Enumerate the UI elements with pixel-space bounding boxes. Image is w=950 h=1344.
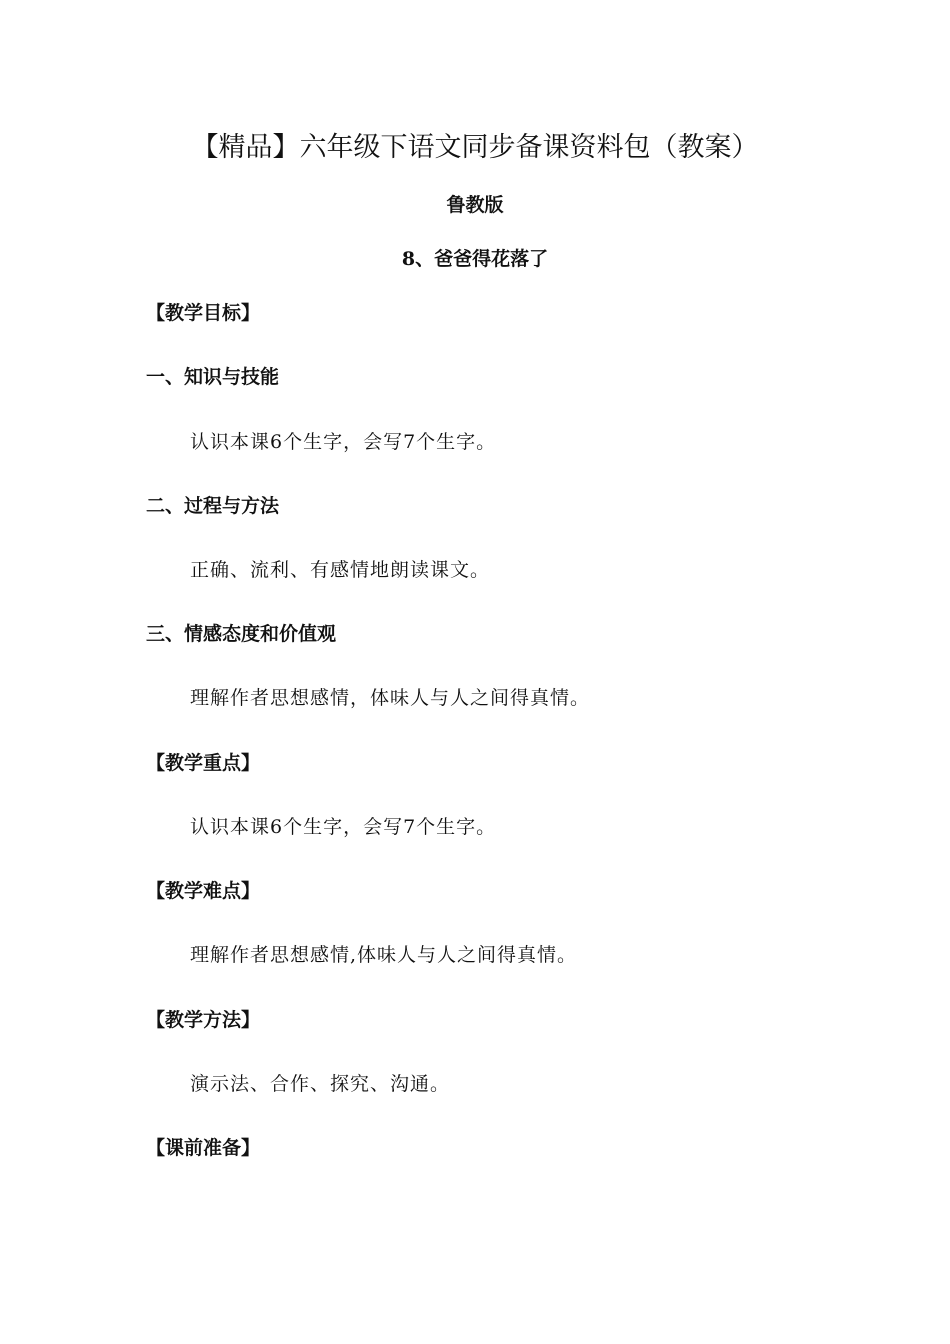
methods-heading: 【教学方法】 (146, 1009, 261, 1031)
methods-text: 演示法、合作、探究、沟通。 (190, 1073, 451, 1095)
key-points-heading: 【教学重点】 (146, 752, 261, 774)
edition-label: 鲁教版 (446, 194, 504, 216)
key-points-text: 认识本课6个生字，会写7个生字。 (190, 816, 497, 838)
objective-section-heading: 一、知识与技能 (146, 366, 280, 388)
objective-section-heading: 二、过程与方法 (146, 495, 280, 517)
difficulties-text: 理解作者思想感情,体味人与人之间得真情。 (190, 944, 578, 966)
objectives-heading: 【教学目标】 (146, 302, 261, 324)
document-title: 【精品】六年级下语文同步备课资料包（教案） (191, 132, 759, 163)
objective-section-heading: 三、情感态度和价值观 (146, 623, 337, 645)
objective-section-text: 正确、流利、有感情地朗读课文。 (190, 559, 491, 581)
preparation-heading: 【课前准备】 (146, 1137, 261, 1159)
difficulties-heading: 【教学难点】 (146, 880, 261, 902)
objective-section-text: 认识本课6个生字，会写7个生字。 (190, 431, 497, 453)
objective-section-text: 理解作者思想感情，体味人与人之间得真情。 (190, 687, 591, 709)
lesson-title: 8、爸爸得花落了 (401, 248, 549, 270)
